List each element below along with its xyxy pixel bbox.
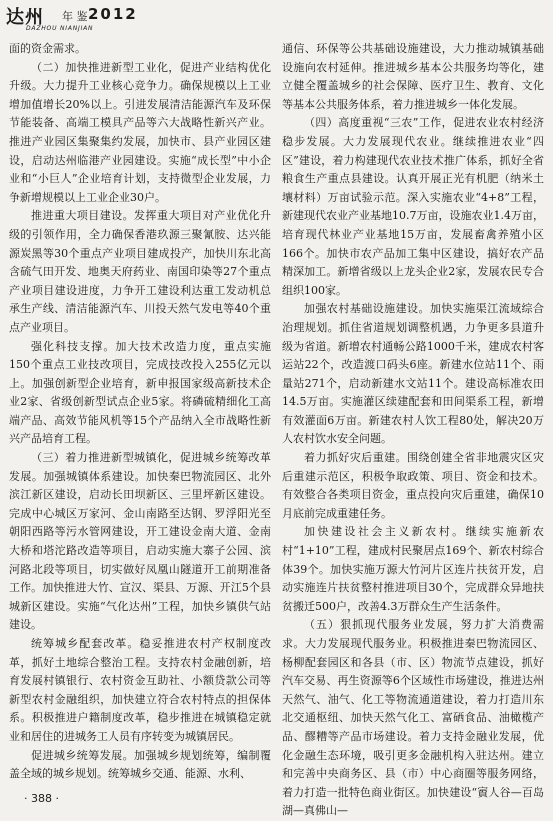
paragraph: 加快建设社会主义新农村。继续实施新农村“1+10”工程，建成村民聚居点169个、新农村综合体39个。加快实施万源大竹河片区连片扶贫开发，启动实施连片扶贫整村推进项目30个，完成群众异地扶贫搬迁500户，改善4.3万群众生产生活条件。 bbox=[282, 525, 544, 613]
paragraph: 强化科技支撑。加大技术改造力度，重点实施150个重点工业技改项目，完成技改投入255亿元以上。加强创新型企业培育，新申报国家级高新技术企业2家、省级创新型试点企业5家。将磷硫精细化工高端产品、高效节能风机等15个产品纳入全市战略性新兴产品培育工程。 bbox=[9, 339, 271, 446]
paragraph: 加强农村基础设施建设。加快实施渠江流域综合治理规划。抓住省道规划调整机遇，力争更多县道升级为省道。新增农村通畅公路1000千米，建成农村客运站22个，改造渡口码头6座。新建水位站11个、雨量站271个，启动新建水文站11个。建设高标准农田14.5万亩。实施灌区续建配套和田间渠系工程，新增有效灌面6万亩。新建农村人饮工程80处，解决20万人农村饮水安全问题。 bbox=[282, 302, 544, 446]
page-header bbox=[6, 3, 266, 35]
yearbook-pinyin: DAZHOU NIANJIAN bbox=[26, 25, 94, 32]
paragraph: 推进重大项目建设。发挥重大项目对产业优化升级的引领作用，全力确保香港玖源三聚氰胺、达兴能源炭黑等30个重点产业项目建成投产，加快川东北高含硫气田开发、地奥天府药业、南国印染等27个重点产业项目建设进度，力争开工建设利达重工发动机总承生产线、清洁能源汽车、川投天然气发电等40个重点产业项目。 bbox=[9, 209, 271, 334]
paragraph: （二）加快推进新型工业化，促进产业结构优化升级。大力提升工业核心竞争力。确保规模以上工业增加值增长20%以上。引进发展清洁能源汽车及环保节能装备、高端工模具产品等六大战略性新兴产业。推进产业园区集聚集约发展，加快市、县产业园区建设，启动达州临港产业园建设。实施“成长型”中小企业和“小巨人”企业培育计划，支持微型企业发展，力争新增规模以上工业企业30户。 bbox=[9, 60, 271, 204]
paragraph: 统筹城乡配套改革。稳妥推进农村产权制度改革，抓好土地综合整治工程。支持农村金融创新，培育发展村镇银行、农村资金互助社、小额贷款公司等新型农村金融组织，加快建立符合农村特点的担保体系。积极推进户籍制度改革，稳步推进在城镇稳定就业和居住的进城务工人员有序转变为城镇居民。 bbox=[9, 637, 271, 743]
left-column bbox=[9, 40, 271, 784]
paragraph: 着力抓好灾后重建。围绕创建全省非地震灾区灾后重建示范区，积极争取政策、项目、资金和技术。有效整合各类项目资金，重点投向灾后重建，确保10月底前完成重建任务。 bbox=[282, 451, 544, 520]
paragraph: （四）高度重视“三农”工作，促进农业农村经济稳步发展。大力发展现代农业。继续推进农业“四区”建设，着力构建现代农业技术推广体系，抓好全省粮食生产重点县建设。认真开展正光有机肥（纳米土壤材料）万亩试验示范。深入实施农业“4+8”工程，新建现代农业产业基地10.7万亩，设施农业1.4万亩，培育现代林业产业基地15万亩，发展畜禽养殖小区166个。加快市农产品加工集中区建设，搞好农产品精深加工。新增省级以上龙头企业2家，发展农民专合组织100家。 bbox=[282, 116, 544, 297]
page-number: · 388 · bbox=[24, 792, 59, 805]
paragraph: 通信、环保等公共基础设施建设，大力推动城镇基础设施向农村延伸。推进城乡基本公共服务均等化，建立健全覆盖城乡的社会保障、医疗卫生、教育、文化等基本公共服务体系，着力推进城乡一体化发展。 bbox=[282, 42, 544, 111]
paragraph: 面的资金需求。 bbox=[9, 42, 86, 55]
paragraph: （五）狠抓现代服务业发展，努力扩大消费需求。大力发展现代服务业。积极推进秦巴物流园区、杨柳配套园区和各县（市、区）物流节点建设，抓好汽车交易、再生资源等6个区域性市场建设，推进达州天然气、油气、化工等物流通道建设，着力打造川东北交通枢纽、加快天然气化工、富硒食品、油橄榄产品、醪糟等产品市场建设。着力支持金融业发展，优化金融生态环境，吸引更多金融机构入驻达州。建立和完善中央商务区、县（市）中心商圈等服务网络，着力打造一批特色商业街区。加快建设“賨人谷—百岛湖—真佛山— bbox=[282, 618, 544, 818]
yearbook-subtitle: 年 鉴 bbox=[62, 10, 88, 23]
yearbook-title: 达州 bbox=[6, 7, 44, 28]
yearbook-year: 2012 bbox=[88, 5, 138, 23]
right-column bbox=[282, 40, 544, 821]
paragraph: （三）着力推进新型城镇化，促进城乡统筹改革发展。加强城镇体系建设。加快秦巴物流园区、北外滨江新区建设，启动长田坝新区、三里坪新区建设。完成中心城区万家河、金山南路至达钢、罗浮阳光至朝阳西路等污水管网建设，开工建设金南大道、金南大桥和塔沱路改造等项目，启动实施大寨子公园、滨河路北段等项目，切实做好凤凰山隧道开工前期准备工作。加快推进大竹、宣汉、渠县、万源、开江5个县城新区建设。实施“气化达州”工程，加快乡镇供气站建设。 bbox=[9, 451, 271, 632]
paragraph: 促进城乡统筹发展。加强城乡规划统筹，编制覆盖全域的城乡规划。统筹城乡交通、能源、水利、 bbox=[9, 748, 271, 781]
